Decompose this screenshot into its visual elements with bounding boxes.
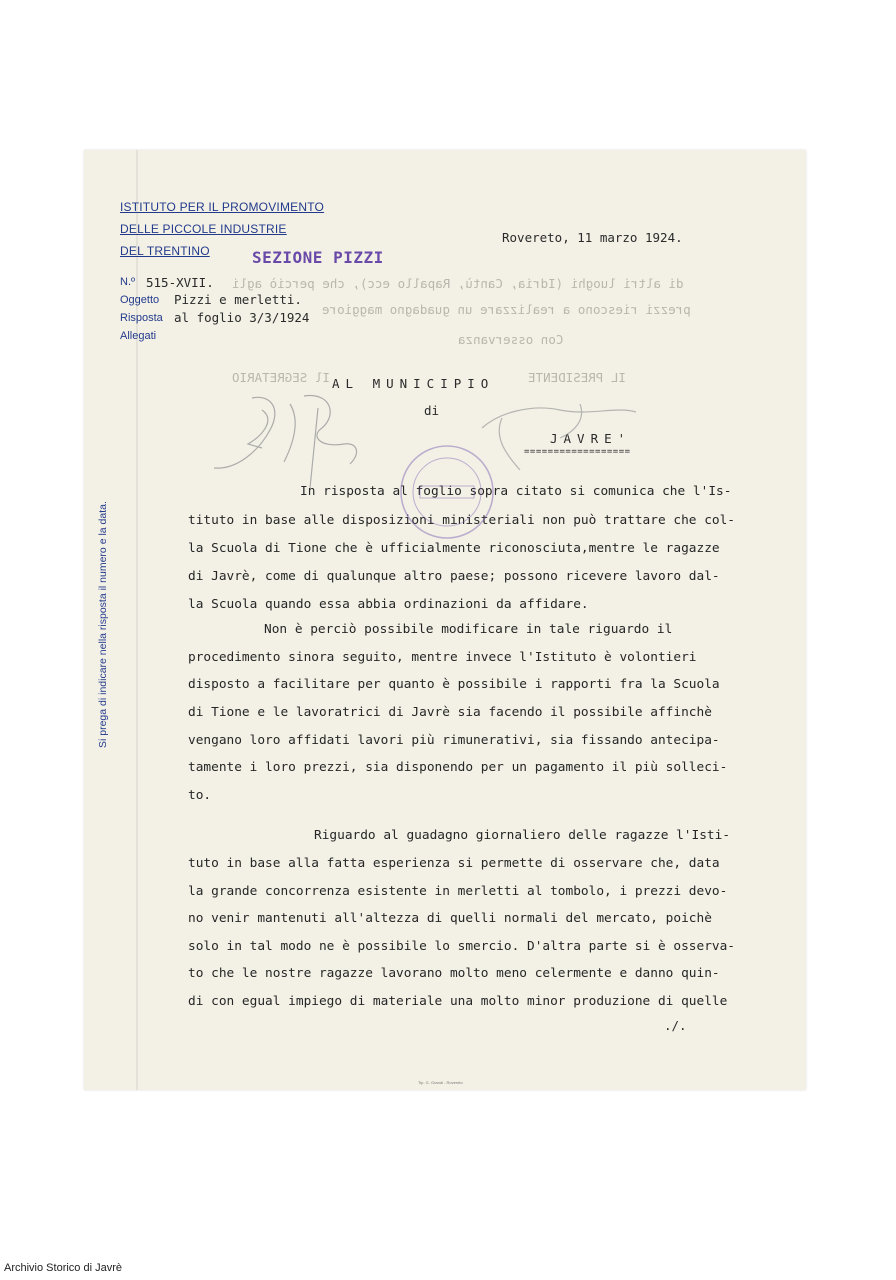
body-line-2: tituto in base alle disposizioni ministeriali non può trattare che col- [188,513,736,528]
ghost-line-2: prezzi riescono a realizzare un guadagno maggiore [322,302,691,317]
body-line-6: Non è perciò possibile modificare in tale riguardo il [264,622,673,637]
ghost-president: IL PRESIDENTE [528,370,626,385]
body-line-9: di Tione e le lavoratrici di Javrè sia facendo il possibile affinchè [188,705,712,720]
body-line-16: no venir mantenuti all'altezza di quelli normali del mercato, poichè [188,911,712,926]
body-line-5: la Scuola quando essa abbia ordinazioni da affidare. [188,597,589,612]
addressee-underline: ================== [524,447,631,457]
continuation-mark: ./. [664,1018,687,1033]
side-note: Si prega di indicare nella risposta il numero e la data. [97,501,109,748]
reply-label: Risposta [120,312,163,324]
subject-value: Pizzi e merletti. [174,292,302,307]
addressee-line-3: JAVRE' [550,431,632,446]
body-line-1: In risposta al foglio sopra citato si comunica che l'Is- [300,484,732,499]
subject-label: Oggetto [120,294,160,306]
body-line-17: solo in tal modo ne è possibile lo smercio. D'altra parte si è osserva- [188,939,736,954]
addressee-line-1: AL MUNICIPIO [332,376,495,391]
body-line-18: to che le nostre ragazze lavorano molto meno celermente e danno quin- [188,966,720,981]
letterhead-line-1: ISTITUTO PER IL PROMOVIMENTO [120,200,325,214]
ghost-secretary: Il SEGRETARIO [232,370,330,385]
body-line-7: procedimento sinora seguito, mentre invece l'Istituto è volontieri [188,650,697,665]
body-line-14: tuto in base alla fatta esperienza si permette di osservare che, data [188,856,720,871]
number-value: 515-XVII. [146,275,214,290]
body-line-15: la grande concorrenza esistente in merletti al tombolo, i prezzi devo- [188,884,728,899]
number-label: N.º [120,276,136,288]
section-stamp: SEZIONE PIZZI [252,248,384,267]
body-line-13: Riguardo al guadagno giornaliero delle ragazze l'Isti- [314,828,731,843]
place-date: Rovereto, 11 marzo 1924. [502,230,683,245]
body-line-11: tamente i loro prezzi, sia disponendo per un pagamento il più solleci- [188,760,728,775]
secretary-signature [214,396,357,488]
archive-footer: Archivio Storico di Javrè [4,1262,122,1274]
printer-mark: Tip. G. Grandi - Rovereto [418,1080,463,1085]
body-line-8: disposto a facilitare per quanto è possibile i rapporti fra la Scuola [188,677,720,692]
reply-value: al foglio 3/3/1924 [174,310,310,325]
letterhead-line-3: DEL TRENTINO [120,244,210,258]
body-line-12: to. [188,788,212,803]
body-line-4: di Javrè, come di qualunque altro paese; possono ricevere lavoro dal- [188,569,720,584]
president-signature [482,404,636,470]
ghost-line-3: Con osservanza [458,332,564,347]
body-line-10: vengano loro affidati lavori più rimunerativi, sia fissando antecipa- [188,733,720,748]
ghost-line-1: di altri luoghi (Idria, Cantù, Rapallo ecc), che perciò agli [232,276,684,291]
addressee-line-2: di [424,403,440,418]
letterhead-line-2: DELLE PICCOLE INDUSTRIE [120,222,287,236]
body-line-3: la Scuola di Tione che è ufficialmente riconosciuta,mentre le ragazze [188,541,720,556]
institute-seal [401,446,493,538]
body-line-19: di con egual impiego di materiale una molto minor produzione di quelle [188,994,728,1009]
attachments-label: Allegati [120,330,157,342]
